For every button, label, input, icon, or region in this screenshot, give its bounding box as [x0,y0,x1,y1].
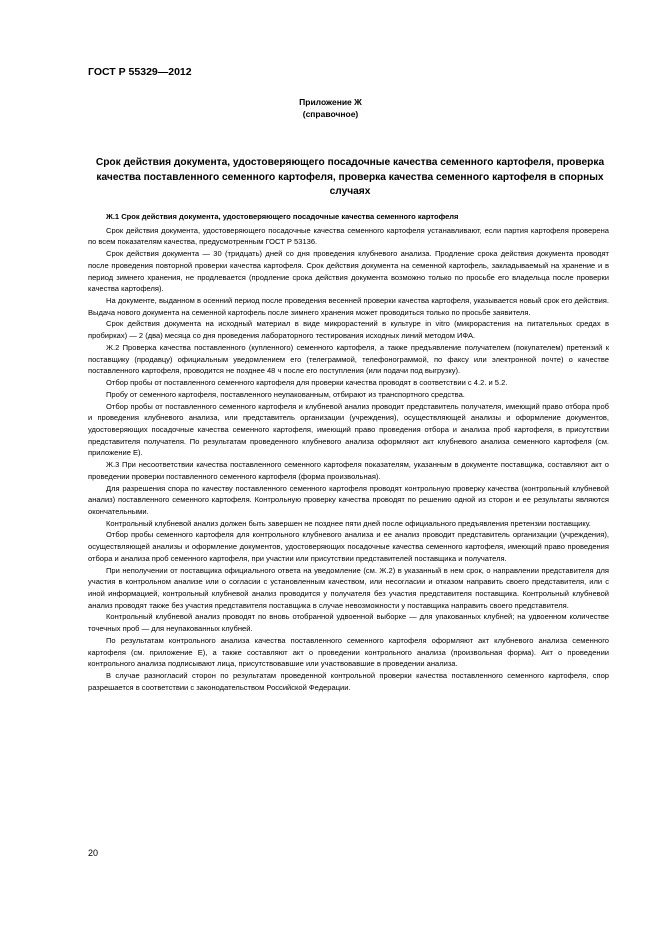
paragraph: Отбор пробы от поставленного семенного картофеля и клубневой анализ проводит представитель получателя, имеющий право отбора проб и проведения клубневого анализа, или представитель организации (учреждения), осуществляющей анализы и оформление документов, удостоверяющих посадочные качества семенного картофеля, имеющий право проведения отбора и анализа проб картофеля, в присутствии представителя получателя. По результатам проведенного клубневого анализа оформляют акт клубневого анализа семенного картофеля (см. приложение Е). [88,401,609,458]
section-heading: Ж.1 Срок действия документа, удостоверяющего посадочные качества семенного картофеля [106,212,459,221]
paragraph: Срок действия документа — 30 (тридцать) дней со дня проведения клубневого анализа. Продление срока действия документа проводят после проведения повторной проверки качества картофеля. Срок действия документа на семенной картофель, закладываемый на хранение и в период зимнего хранения, не продлевается (продление срока действия документа возможно только по просьбе его владельца после проверки качества картофеля). [88,249,609,294]
document-body [88,211,609,693]
paragraph: Срок действия документа, удостоверяющего посадочные качества семенного картофеля устанавливают, если партия картофеля проверена по всем показателям качества, предусмотренным ГОСТ Р 53136. [88,225,609,247]
paragraph: Отбор пробы семенного картофеля для контрольного клубневого анализа и ее анализ проводит представитель организации (учреждения), осуществляющей анализы и оформление документов, удостоверяющих посадочные качества семенного картофеля, имеющий право проведения отбора и анализа проб семенного картофеля, при участии или присутствии представителей поставщика и получателя. [88,530,609,563]
paragraph: При неполучении от поставщика официального ответа на уведомление (см. Ж.2) в указанный в нем срок, о направлении представителя для участия в контрольном анализе или о согласии с установленным качеством, или несогласии и отказом направить своего представителя, или с иной информацией, контрольный клубневой анализ проводится у получателя без участия представителя поставщика. Контрольный клубневой анализ проводят также без участия представителя поставщика в случае невозможности у поставщика направить своего представителя. [88,565,609,610]
paragraph: Контрольный клубневой анализ проводят по вновь отобранной удвоенной выборке — для упакованных клубней; на удвоенном количестве точечных проб — для неупакованных клубней. [88,612,609,634]
paragraph: По результатам контрольного анализа качества поставленного семенного картофеля оформляют акт клубневого анализа семенного картофеля (см. приложение Е), а также составляют акт о проведении контрольного анализа (произвольная форма). Акт о проведении контрольного анализа подписывают лица, присутствовавшие или участвовавшие в проведении анализа. [88,635,609,669]
paragraph: Отбор пробы от поставленного семенного картофеля для проверки качества проводят в соответствии с 4.2. и 5.2. [106,378,508,388]
document-title: Срок действия документа, удостоверяющего посадочные качества семенного картофеля, проверка качества поставленного семенного картофеля, проверка качества семенного картофеля в спорных случаях [95,157,605,197]
paragraph: Пробу от семенного картофеля, поставленного неупакованным, отбирают из транспортного средства. [106,389,465,399]
paragraph: На документе, выданном в осенний период после проведения весенней проверки качества картофеля, указывается новый срок его действия. Выдача нового документа на семенной картофель после зимнего хранения может проводиться только по просьбе заявителя. [88,296,609,317]
appendix-heading [0,96,661,120]
paragraph: Ж.2 Проверка качества поставленного (купленного) семенного картофеля, а также предъявление получателем (покупателем) претензий к поставщику (продавцу) официальным уведомлением его (телеграммой, телефонограммой, по факсу или электронной почте) о качестве поставленного картофеля, проводится не позднее 48 ч после его поступления (или подачи под выгрузку). [88,342,609,376]
standard-header: ГОСТ Р 55329—2012 [88,66,192,78]
paragraph: Контрольный клубневой анализ должен быть завершен не позднее пяти дней после официального предъявления претензии поставщику. [106,518,591,528]
page-number: 20 [88,848,99,858]
paragraph: Ж.3 При несоответствии качества поставленного семенного картофеля показателям, указанным в документе поставщика, составляют акт о проведении проверки поставленного семенного картофеля (форма произвольная). [88,460,609,481]
paragraph: Срок действия документа на исходный материал в виде микрорастений в культуре in vitro (микрорастения на питательных средах в пробирках) — 2 (два) месяца со дня проведения лабораторного тестирования исходных линий методом ИФА. [88,319,609,341]
appendix-label: Приложение Ж [299,97,362,107]
appendix-type: (справочное) [302,109,359,119]
paragraph: Для разрешения спора по качеству поставленного семенного картофеля проводят контрольную проверку качества (контрольный клубневой анализ) поставленного семенного картофеля. Контрольную проверку качества проводят по решению одной из сторон и ее результаты являются окончательными. [88,483,609,516]
paragraph: В случае разногласий сторон по результатам проведенной контрольной проверки качества поставленного семенного картофеля, спор разрешается в соответствии с законодательством Российской Федерации. [88,671,609,692]
